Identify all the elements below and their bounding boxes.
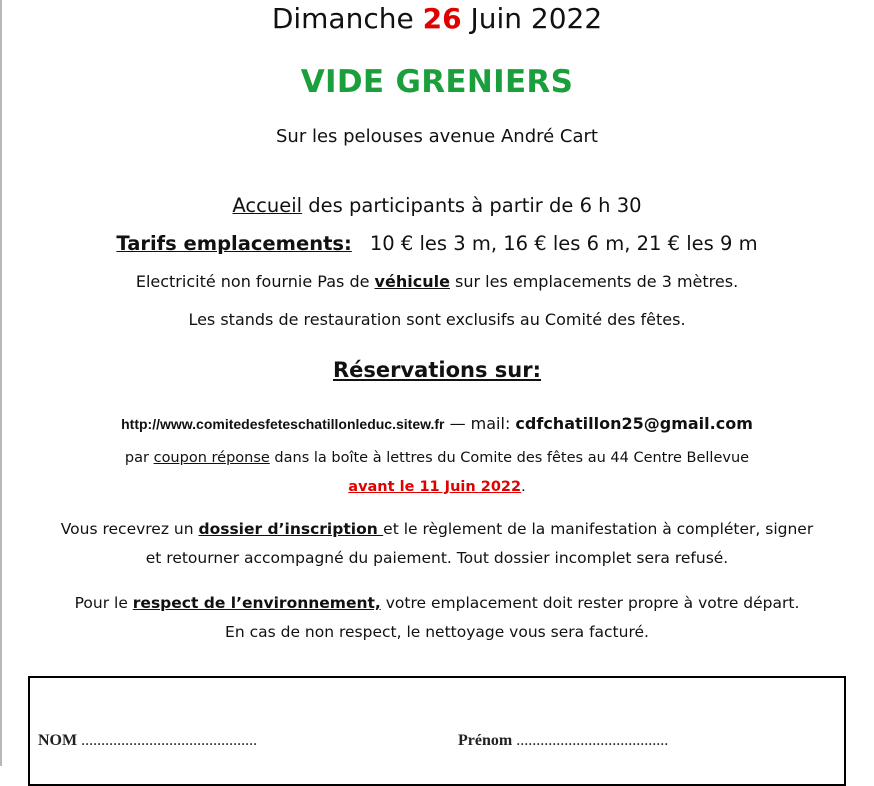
event-headline: VIDE GRENIERS [300, 64, 574, 100]
welcome-label: Accueil [232, 194, 303, 217]
dossier-paragraph-line2: et retourner accompagné du paiement. Tout dossier incomplet sera refusé. [145, 549, 729, 567]
tarifs-info [0, 232, 874, 255]
environment-paragraph-line2: En cas de non respect, le nettoyage vous sera facturé. [225, 623, 649, 641]
electricity-note: Electricité non fournie Pas de véhicule sur les emplacements de 3 mètres. [135, 272, 739, 291]
deadline-date: avant le 11 Juin 2022 [348, 479, 522, 495]
registration-form [28, 676, 846, 786]
event-location: Sur les pelouses avenue André Cart [276, 126, 598, 147]
event-day-number: 26 [422, 2, 462, 35]
dossier-paragraph-line1: Vous recevrez un dossier d’inscription et le règlement de la manifestation à compléter, signer [60, 520, 814, 538]
website-link[interactable]: http://www.comitedesfeteschatillonleduc.sitew.fr [121, 416, 445, 432]
coupon-info: par coupon réponse dans la boîte à lettres du Comite des fêtes au 44 Centre Bellevue [124, 450, 750, 466]
prenom-dots: ...................................... [516, 732, 669, 749]
deadline: avant le 11 Juin 2022. [348, 479, 526, 495]
email-link[interactable]: cdfchatillon25@gmail.com [515, 414, 753, 433]
prenom-field[interactable] [458, 732, 668, 750]
restauration-note: Les stands de restauration sont exclusifs au Comité des fêtes. [188, 310, 686, 329]
tarifs-values: 10 € les 3 m, 16 € les 6 m, 21 € les 9 m [369, 232, 758, 255]
welcome-info: Accueil des participants à partir de 6 h 30 [232, 194, 642, 217]
coupon-reponse: coupon réponse [153, 450, 270, 466]
contact-line: http://www.comitedesfeteschatillonleduc.sitew.fr — mail: cdfchatillon25@gmail.com [121, 414, 753, 433]
environment-paragraph-line1: Pour le respect de l’environnement, votre emplacement doit rester propre à votre départ. [74, 594, 800, 612]
tarifs-label: Tarifs emplacements: [116, 232, 352, 255]
prenom-label: Prénom [458, 732, 517, 749]
nom-dots: ............................................ [81, 732, 258, 749]
reservations-heading: Réservations sur: [332, 358, 541, 382]
event-date-title: Dimanche 26 Juin 2022 [271, 2, 603, 35]
left-page-border [0, 0, 2, 766]
nom-label: NOM [38, 732, 82, 749]
nom-field[interactable] [38, 732, 257, 750]
